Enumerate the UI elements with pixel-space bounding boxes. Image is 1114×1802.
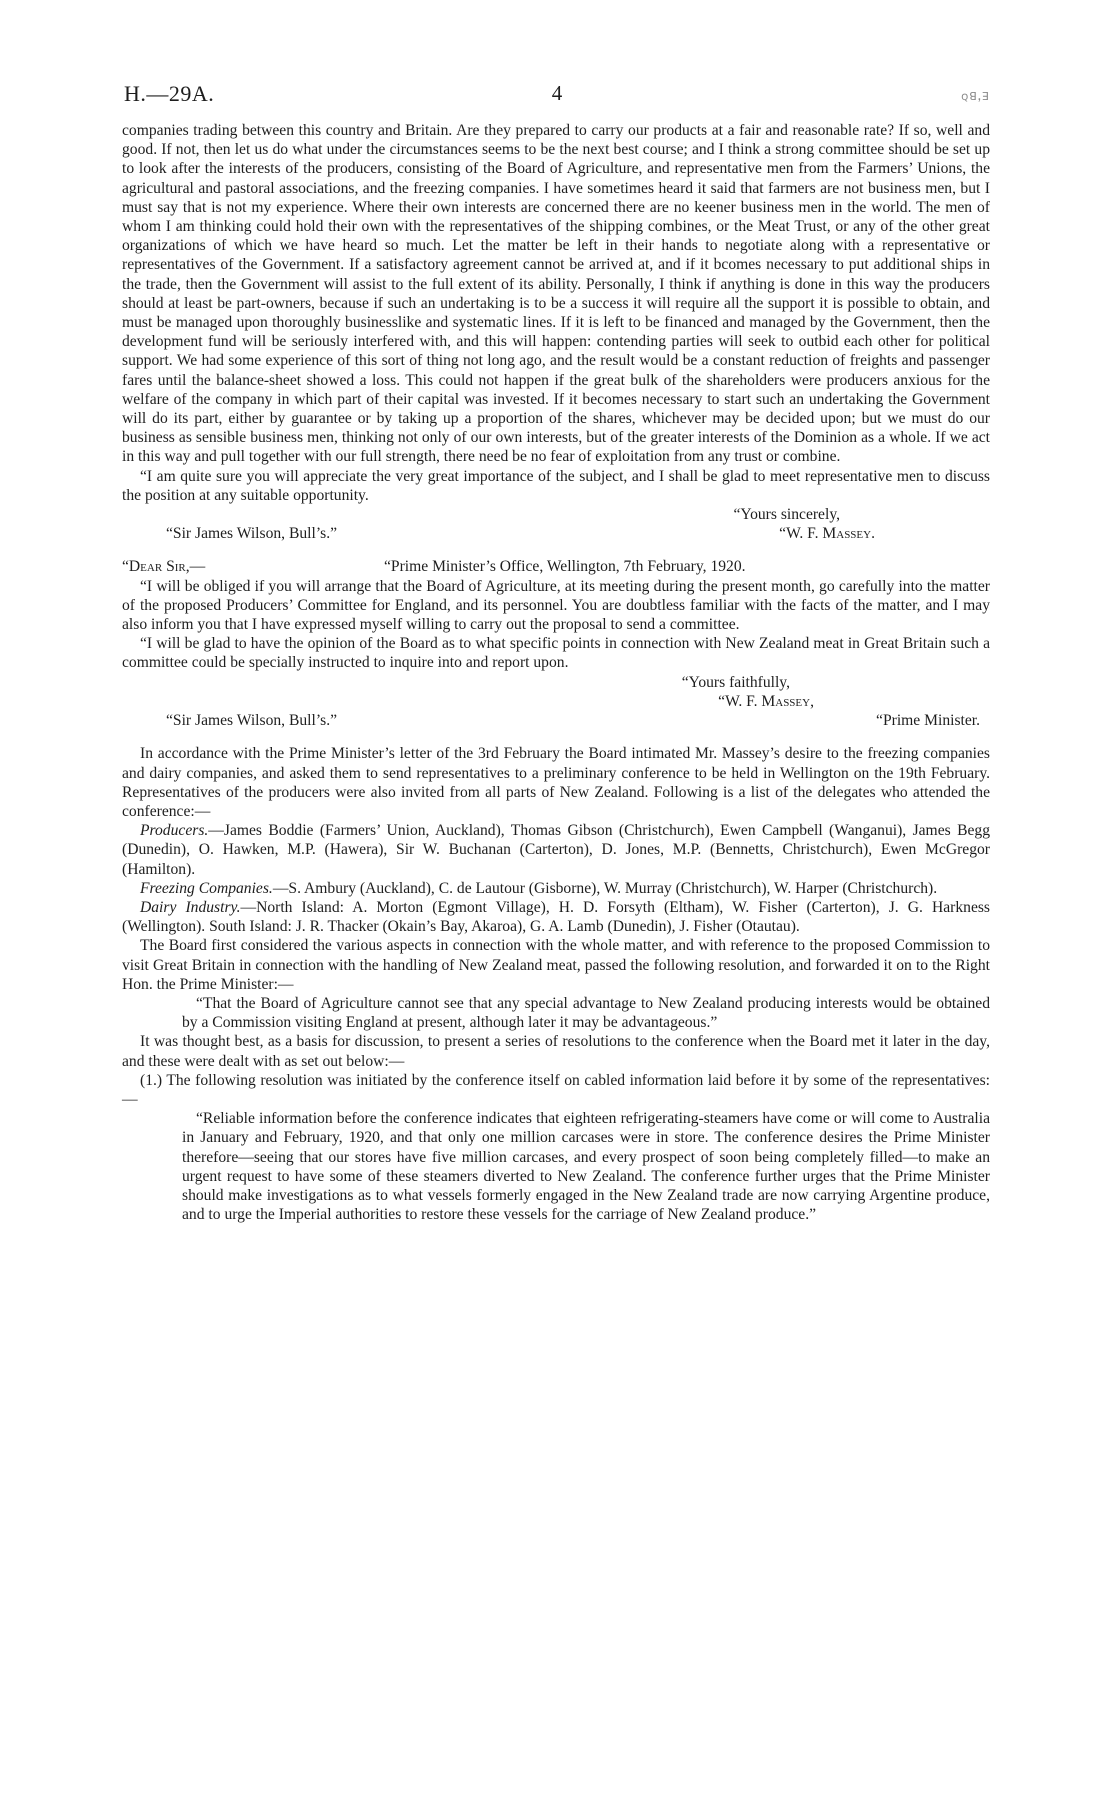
letter2-signature: “W. F. Massey, — [718, 692, 814, 710]
letter2-addressee: “Sir James Wilson, Bull’s.” — [166, 712, 338, 730]
letter1-addressee: “Sir James Wilson, Bull’s.” — [166, 525, 338, 543]
dairy-list: —North Island: A. Morton (Egmont Village), H. D. Forsyth (Eltham), W. Fisher (Carterton), J. G. Harkness (Wellington). South Island: J. R. Thacker (Okain’s Bay, Akaroa), G. A. Lamb (Dunedin), J. Fisher (Otautau). — [122, 898, 991, 936]
report-paragraph: The Board first considered the various aspects in connection with the whole matter, and with reference to the proposed Commission to visit Great Britain in connection with the handling of New Zealand meat, passed the following resolution, and forwarded it on to the Right Hon. the Prime Minister:— — [122, 937, 990, 993]
page-header — [124, 81, 990, 112]
dairy-label: Dairy Industry. — [140, 898, 241, 916]
delegates-dairy — [122, 898, 990, 936]
conference-resolution-quote: “Reliable information before the conference indicates that eighteen refrigerating-steamers have come or will come to Australia in January and February, 1920, and that only one million carcases were in store. The conference desires the Prime Minister therefore—seeing that our stores have five million carcases, and every prospect of soon being completely filled—to make an urgent request to have some of these steamers diverted to New Zealand. The conference further urges that the Prime Minister should make investigations as to what vessels formerly engaged in the New Zealand trade are now carrying Argentine produce, and to urge the Imperial authorities to restore these vessels for the carriage of New Zealand produce.” — [182, 1110, 990, 1224]
board-resolution-quote: “That the Board of Agriculture cannot see that any special advantage to New Zealand producing interests would be obtained by a Commission visiting England at present, although later it may be advantageous.” — [182, 994, 990, 1032]
letter1-signature-row — [122, 524, 990, 543]
freezing-list: —S. Ambury (Auckland), C. de Lautour (Gisborne), W. Murray (Christchurch), W. Harper (Christchurch). — [272, 879, 938, 897]
letter2-paragraph: “I will be glad to have the opinion of the Board as to what specific points in connection with New Zealand meat in Great Britain such a committee could be specially instructed to inquire into and report upon. — [122, 635, 990, 672]
letter2-salutation: “Dear Sir,— — [122, 558, 206, 576]
delegates-producers — [122, 821, 990, 879]
report-paragraph: In accordance with the Prime Minister’s letter of the 3rd February the Board intimated Mr. Massey’s desire to the freezing companies and dairy companies, and asked them to send representatives to a preliminary conference to be held in Wellington on the 19th February. Representatives of the producers were also invited from all parts of New Zealand. Following is a list of the delegates who attended the conference:— — [122, 745, 990, 820]
series-number: H.—29A. — [124, 81, 215, 106]
letter1-closing: “Yours sincerely, — [733, 506, 840, 524]
letter2-paragraph: “I will be obliged if you will arrange that the Board of Agriculture, at its meeting during the present month, go carefully into the matter of the proposed Producers’ Committee for England, and its personnel. You are doubtless familiar with the facts of the matter, and I may also inform you that I have expressed myself willing to carry out the proposal to send a committee. — [122, 577, 990, 634]
letter1-paragraph: companies trading between this country and Britain. Are they prepared to carry our products at a fair and reasonable rate? If so, well and good. If not, then let us do what under the circumstances seems to be the next best course; and I think a strong committee should be set up to look after the interests of the producers, consisting of the Board of Agriculture, and representative men from the Farmers’ Unions, the agricultural and pastoral associations, and the freezing companies. I have sometimes heard it said that farmers are not business men, but I must say that is not my experience. Where their own interests are concerned there are no keener business men in the world. The men of whom I am thinking could hold their own with the representatives of the shipping combines, or the Meat Trust, or any of the other great organizations of which we have heard so much. Let the matter be left in their hands to negotiate along with a representative or representatives of the Government. If a satisfactory agreement cannot be arrived at, and if it bcomes necessary to put additional ships in the trade, then the Government will assist to the full extent of its ability. Personally, I think if anything is done in this way the producers should at least be part-owners, because if such an undertaking is to be a success it will require all the support it is possible to obtain, and must be managed upon thoroughly businesslike and systematic lines. If it is left to be financed and managed by the Government, then the development fund will be seriously interfered with, and this will happen: contending parties will seek to outbid each other for political support. We had some experience of this sort of thing not long ago, and the result would be a constant reduction of freights and passenger fares until the balance-sheet showed a loss. This could not happen if the great bulk of the shareholders were producers anxious for the welfare of the company in which part of their capital was invested. If it becomes necessary to start such an undertaking the Government will do its part, either by guarantee or by taking up a proportion of the shares, whichever may be decided upon; but we must do our business as sensible business men, thinking not only of our own interests, but of the greater interests of the Dominion as a whole. If we act in this way and pull together with our full strength, there need be no fear of exploitation from any trust or combine. — [122, 122, 990, 466]
letter2-signature-row — [122, 711, 990, 730]
letter2-address: “Prime Minister’s Office, Wellington, 7th February, 1920. — [384, 558, 746, 576]
page-number: 4 — [551, 81, 563, 105]
letter1-signature: “W. F. Massey. — [779, 525, 875, 543]
report-paragraph: It was thought best, as a basis for discussion, to present a series of resolutions to the conference when the Board met it later in the day, and these were dealt with as set out below:— — [122, 1033, 990, 1070]
letter2-title: “Prime Minister. — [876, 712, 980, 730]
letter2-heading — [122, 557, 990, 576]
letter1-paragraph-closing: “I am quite sure you will appreciate the very great importance of the subject, and I shall be glad to meet representative men to discuss the position at any suitable opportunity. — [122, 467, 990, 504]
freezing-label: Freezing Companies. — [140, 879, 273, 897]
delegates-freezing — [122, 879, 990, 898]
archive-stamp: ꞯꓭꓹꓱ — [961, 91, 990, 103]
page-body — [122, 121, 990, 1224]
letter2-closing: “Yours faithfully, — [681, 673, 790, 691]
report-paragraph: (1.) The following resolution was initiated by the conference itself on cabled information laid before it by some of the representatives:— — [122, 1071, 990, 1108]
producers-label: Producers. — [140, 822, 209, 840]
producers-list: —James Boddie (Farmers’ Union, Auckland), Thomas Gibson (Christchurch), Ewen Campbell (Wanganui), James Begg (Dunedin), O. Hawken, M.P. (Hawera), Sir W. Buchanan (Carterton), D. Jones, M.P. (Bennetts, Christchurch), Ewen McGregor (Hamilton). — [122, 822, 990, 878]
